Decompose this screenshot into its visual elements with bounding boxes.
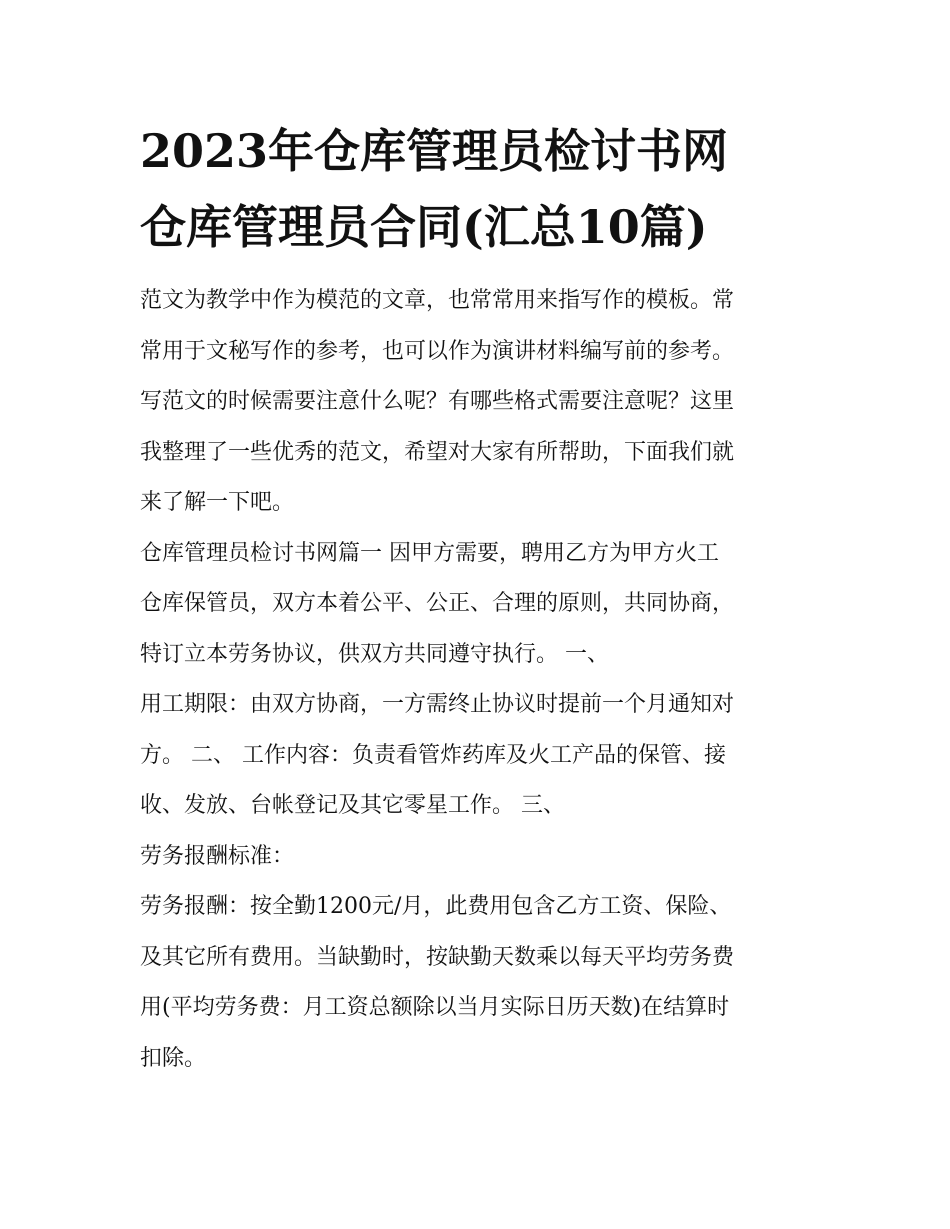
document-title xyxy=(140,113,840,265)
document-body xyxy=(140,276,820,1084)
text-line: 劳务报酬：按全勤1200元/月，此费用包含乙方工资、保险、 xyxy=(140,894,732,919)
text-line: 收、发放、台帐登记及其它零星工作。 三、 xyxy=(140,793,565,818)
text-line: 用工期限：由双方协商，一方需终止协议时提前一个月通知对 xyxy=(140,692,735,717)
text-line: 仓库管理员检讨书网篇一 因甲方需要，聘用乙方为甲方火工 xyxy=(140,540,719,566)
text-line: 扣除。 xyxy=(140,1045,207,1071)
text-line: 我整理了一些优秀的范文，希望对大家有所帮助，下面我们就 xyxy=(140,439,735,465)
text-line: 仓库保管员，双方本着公平、公正、合理的原则，共同协商， xyxy=(140,591,735,616)
text-line: 来了解一下吧。 xyxy=(140,490,295,515)
text-line: 及其它所有费用。当缺勤时，按缺勤天数乘以每天平均劳务费 xyxy=(140,944,735,970)
text-line: 用(平均劳务费：月工资总额除以当月实际日历天数)在结算时 xyxy=(140,995,730,1020)
text-line: 常用于文秘写作的参考，也可以作为演讲材料编写前的参考。 xyxy=(140,338,735,364)
text-line: 写范文的时候需要注意什么呢？有哪些格式需要注意呢？这里 xyxy=(140,389,735,414)
title-line-1: 2023年仓库管理员检讨书网 xyxy=(140,124,729,178)
text-line: 范文为教学中作为模范的文章，也常常用来指写作的模板。常 xyxy=(140,288,735,313)
text-line: 特订立本劳务协议，供双方共同遵守执行。 一、 xyxy=(140,641,609,667)
text-line: 方。 二、 工作内容：负责看管炸药库及火工产品的保管、接 xyxy=(140,742,726,768)
title-line-2: 仓库管理员合同(汇总10篇) xyxy=(140,200,708,254)
text-line: 劳务报酬标准： xyxy=(140,843,295,869)
